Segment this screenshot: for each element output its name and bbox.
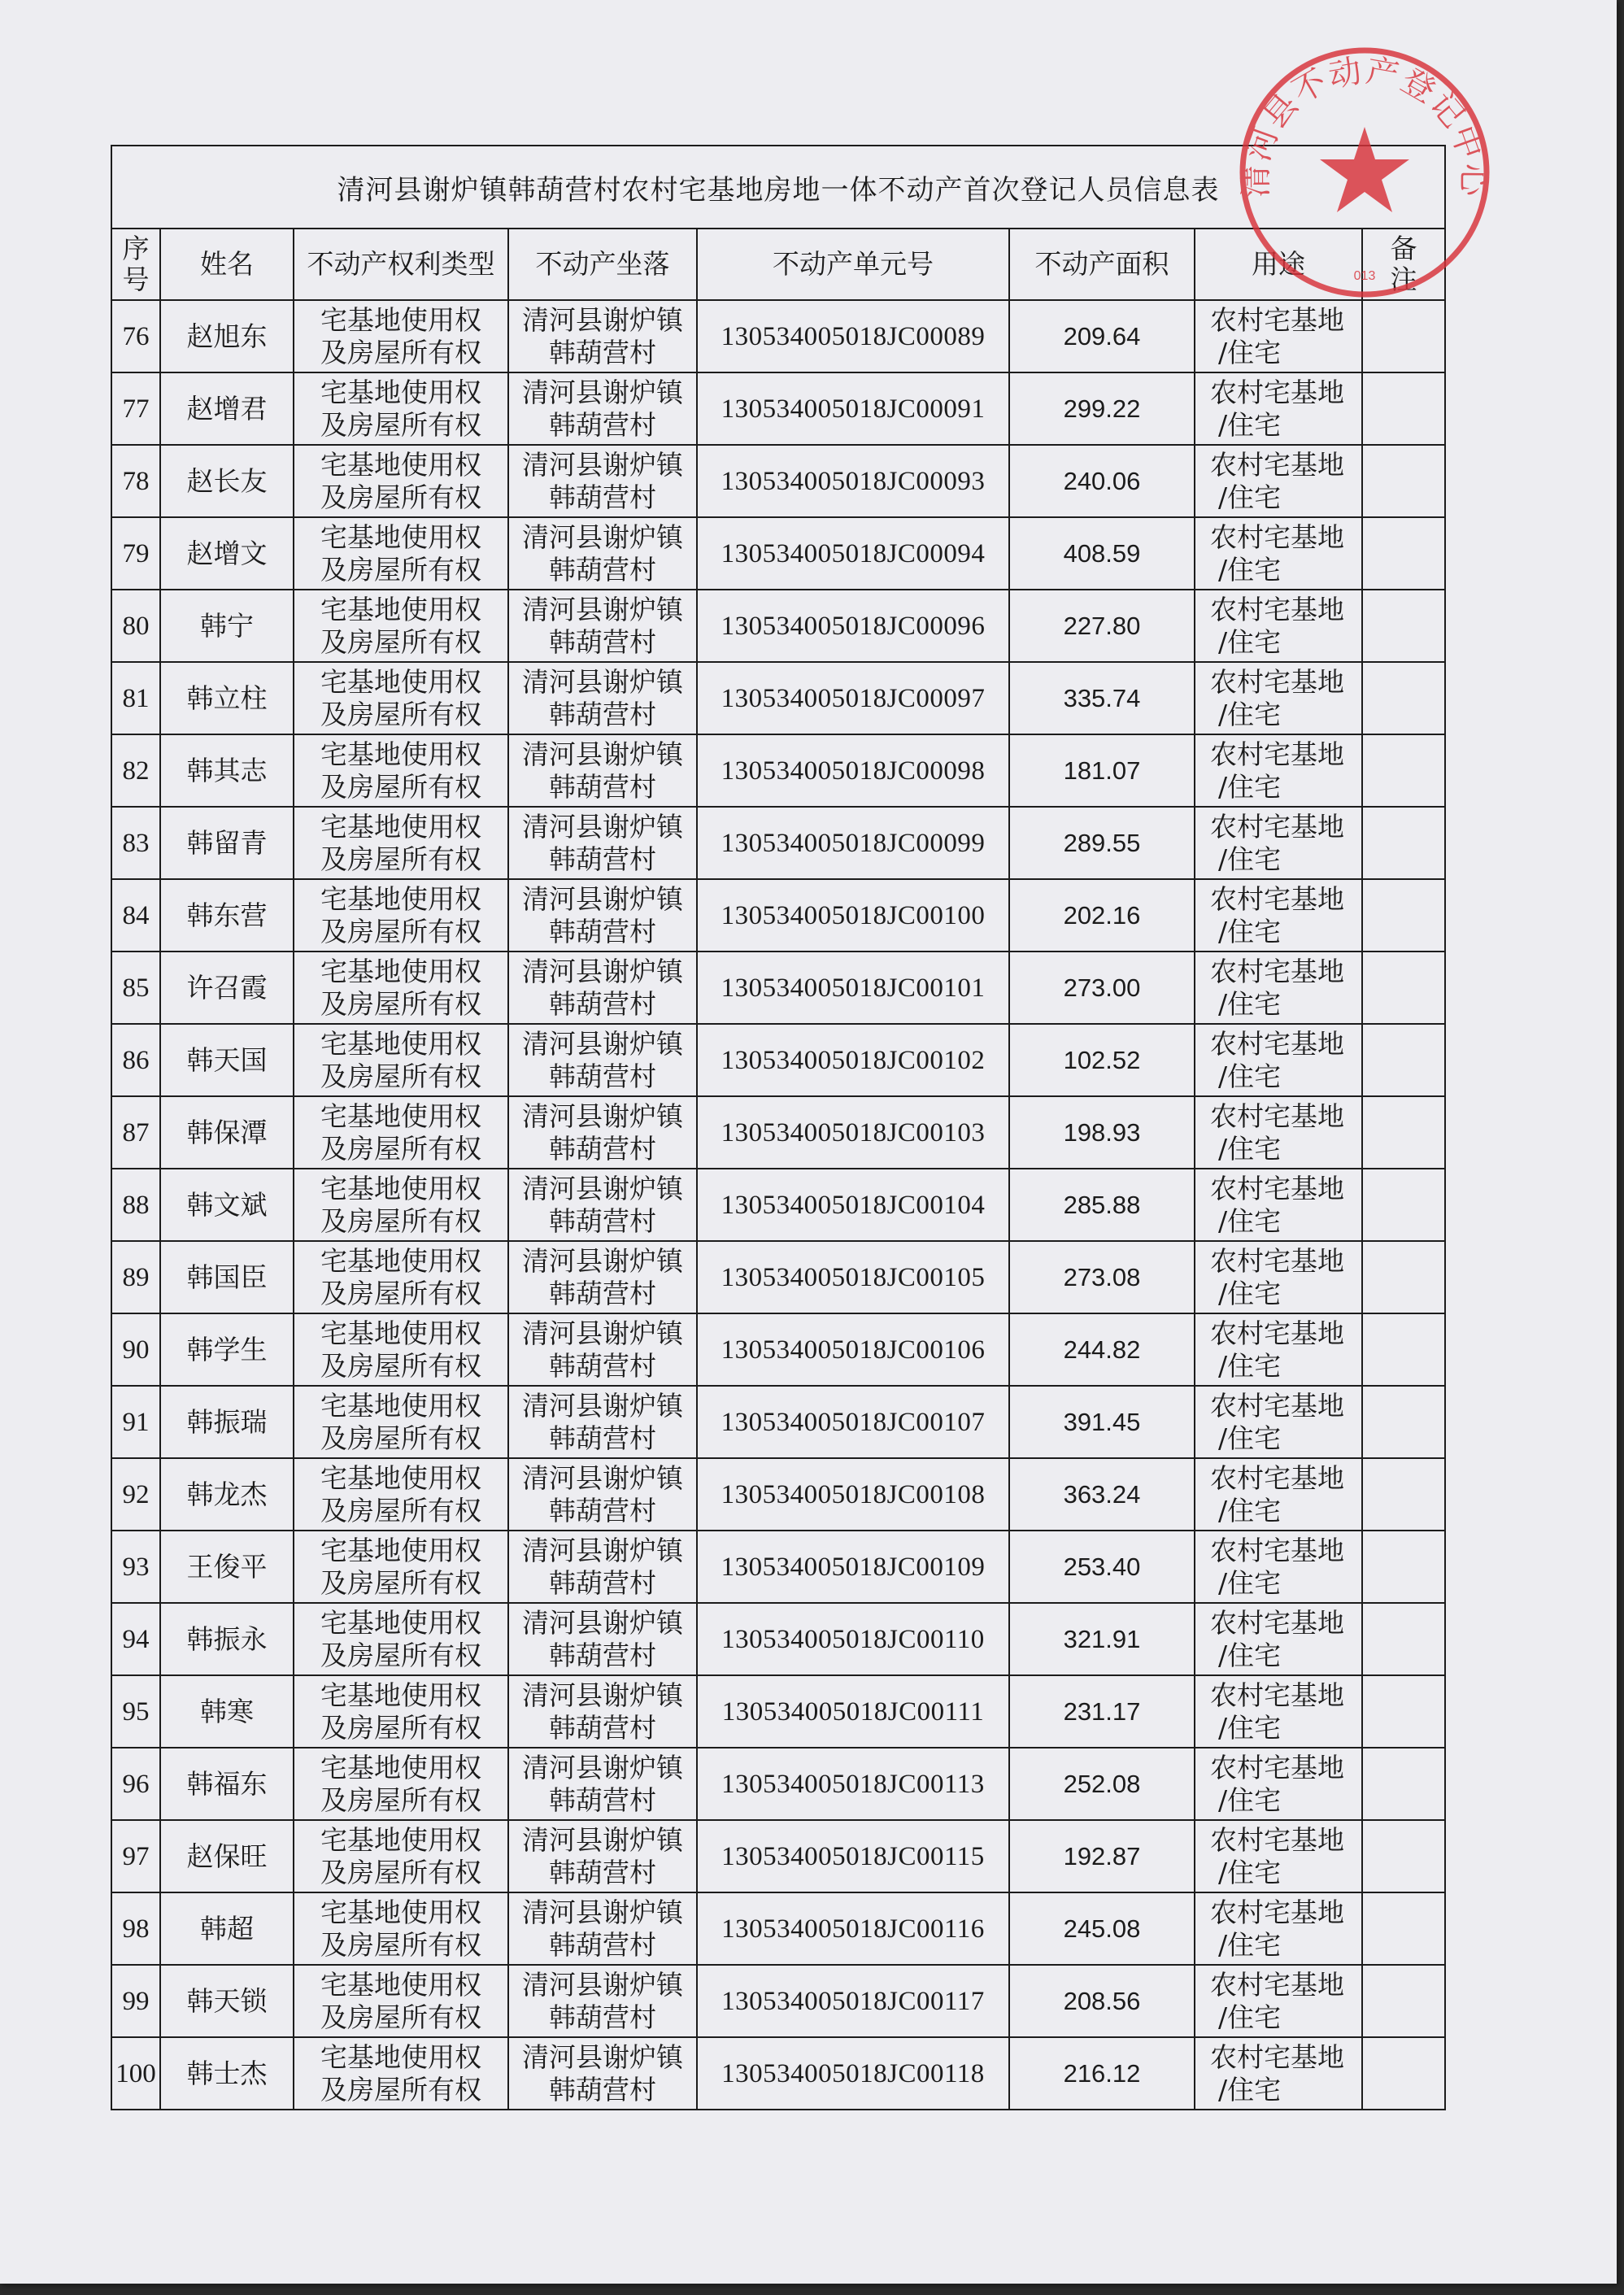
table-row — [111, 1241, 1445, 1313]
cell-right-type: 宅基地使用权 及房屋所有权 — [294, 879, 508, 952]
cell-name: 韩留青 — [160, 807, 294, 879]
cell-remark — [1362, 807, 1445, 879]
cell-right-type: 宅基地使用权 及房屋所有权 — [294, 662, 508, 734]
cell-use: 农村宅基地 /住宅 — [1195, 879, 1362, 952]
cell-location: 清河县谢炉镇 韩葫营村 — [508, 807, 697, 879]
cell-right-type: 宅基地使用权 及房屋所有权 — [294, 300, 508, 372]
table-row — [111, 1892, 1445, 1965]
svg-text:清河县不动产登记中心: 清河县不动产登记中心 — [1237, 51, 1492, 198]
cell-name: 赵保旺 — [160, 1820, 294, 1892]
cell-use: 农村宅基地 /住宅 — [1195, 590, 1362, 662]
cell-unit-no: 130534005018JC00113 — [697, 1748, 1009, 1820]
cell-name: 韩学生 — [160, 1313, 294, 1386]
cell-remark — [1362, 952, 1445, 1024]
cell-remark — [1362, 1603, 1445, 1675]
cell-right-type: 宅基地使用权 及房屋所有权 — [294, 1675, 508, 1748]
cell-name: 韩天国 — [160, 1024, 294, 1096]
cell-use: 农村宅基地 /住宅 — [1195, 2037, 1362, 2110]
cell-location: 清河县谢炉镇 韩葫营村 — [508, 1096, 697, 1169]
table-row — [111, 300, 1445, 372]
cell-location: 清河县谢炉镇 韩葫营村 — [508, 1169, 697, 1241]
cell-unit-no: 130534005018JC00099 — [697, 807, 1009, 879]
cell-area: 321.91 — [1009, 1603, 1195, 1675]
cell-remark — [1362, 1675, 1445, 1748]
table-title: 清河县谢炉镇韩葫营村农村宅基地房地一体不动产首次登记人员信息表 — [111, 146, 1445, 229]
cell-name: 韩福东 — [160, 1748, 294, 1820]
cell-no: 99 — [111, 1965, 160, 2037]
cell-area: 102.52 — [1009, 1024, 1195, 1096]
cell-area: 240.06 — [1009, 445, 1195, 517]
table-row — [111, 952, 1445, 1024]
cell-no: 76 — [111, 300, 160, 372]
table-row — [111, 1820, 1445, 1892]
cell-area: 227.80 — [1009, 590, 1195, 662]
cell-right-type: 宅基地使用权 及房屋所有权 — [294, 1531, 508, 1603]
cell-location: 清河县谢炉镇 韩葫营村 — [508, 1820, 697, 1892]
cell-use: 农村宅基地 /住宅 — [1195, 1892, 1362, 1965]
cell-remark — [1362, 1965, 1445, 2037]
table-row — [111, 517, 1445, 590]
header-remark: 备 注 — [1362, 229, 1445, 300]
cell-area: 363.24 — [1009, 1458, 1195, 1531]
cell-no: 86 — [111, 1024, 160, 1096]
cell-no: 88 — [111, 1169, 160, 1241]
cell-right-type: 宅基地使用权 及房屋所有权 — [294, 1241, 508, 1313]
header-location: 不动产坐落 — [508, 229, 697, 300]
cell-location: 清河县谢炉镇 韩葫营村 — [508, 1024, 697, 1096]
cell-remark — [1362, 2037, 1445, 2110]
cell-name: 韩文斌 — [160, 1169, 294, 1241]
cell-use: 农村宅基地 /住宅 — [1195, 1531, 1362, 1603]
cell-location: 清河县谢炉镇 韩葫营村 — [508, 1531, 697, 1603]
cell-area: 299.22 — [1009, 372, 1195, 445]
table-row — [111, 590, 1445, 662]
cell-unit-no: 130534005018JC00107 — [697, 1386, 1009, 1458]
cell-use: 农村宅基地 /住宅 — [1195, 952, 1362, 1024]
cell-area: 198.93 — [1009, 1096, 1195, 1169]
header-name: 姓名 — [160, 229, 294, 300]
header-area: 不动产面积 — [1009, 229, 1195, 300]
cell-name: 韩国臣 — [160, 1241, 294, 1313]
cell-use: 农村宅基地 /住宅 — [1195, 445, 1362, 517]
cell-name: 韩其志 — [160, 734, 294, 807]
cell-location: 清河县谢炉镇 韩葫营村 — [508, 372, 697, 445]
cell-use: 农村宅基地 /住宅 — [1195, 734, 1362, 807]
cell-right-type: 宅基地使用权 及房屋所有权 — [294, 1458, 508, 1531]
cell-name: 赵增君 — [160, 372, 294, 445]
cell-use: 农村宅基地 /住宅 — [1195, 1748, 1362, 1820]
cell-no: 100 — [111, 2037, 160, 2110]
cell-unit-no: 130534005018JC00102 — [697, 1024, 1009, 1096]
cell-right-type: 宅基地使用权 及房屋所有权 — [294, 952, 508, 1024]
table-row — [111, 1603, 1445, 1675]
table-row — [111, 1965, 1445, 2037]
cell-area: 391.45 — [1009, 1386, 1195, 1458]
table-row — [111, 372, 1445, 445]
cell-right-type: 宅基地使用权 及房屋所有权 — [294, 2037, 508, 2110]
cell-name: 韩龙杰 — [160, 1458, 294, 1531]
cell-no: 96 — [111, 1748, 160, 1820]
cell-no: 83 — [111, 807, 160, 879]
cell-use: 农村宅基地 /住宅 — [1195, 517, 1362, 590]
cell-location: 清河县谢炉镇 韩葫营村 — [508, 2037, 697, 2110]
cell-name: 赵长友 — [160, 445, 294, 517]
cell-unit-no: 130534005018JC00097 — [697, 662, 1009, 734]
cell-area: 244.82 — [1009, 1313, 1195, 1386]
cell-unit-no: 130534005018JC00106 — [697, 1313, 1009, 1386]
cell-unit-no: 130534005018JC00105 — [697, 1241, 1009, 1313]
cell-name: 赵增文 — [160, 517, 294, 590]
cell-right-type: 宅基地使用权 及房屋所有权 — [294, 445, 508, 517]
cell-name: 王俊平 — [160, 1531, 294, 1603]
table-row — [111, 1675, 1445, 1748]
cell-right-type: 宅基地使用权 及房屋所有权 — [294, 1313, 508, 1386]
cell-unit-no: 130534005018JC00096 — [697, 590, 1009, 662]
cell-no: 81 — [111, 662, 160, 734]
cell-use: 农村宅基地 /住宅 — [1195, 1820, 1362, 1892]
cell-area: 208.56 — [1009, 1965, 1195, 2037]
cell-remark — [1362, 300, 1445, 372]
cell-use: 农村宅基地 /住宅 — [1195, 1603, 1362, 1675]
cell-right-type: 宅基地使用权 及房屋所有权 — [294, 1169, 508, 1241]
cell-remark — [1362, 1892, 1445, 1965]
cell-unit-no: 130534005018JC00117 — [697, 1965, 1009, 2037]
cell-right-type: 宅基地使用权 及房屋所有权 — [294, 372, 508, 445]
cell-remark — [1362, 662, 1445, 734]
cell-area: 202.16 — [1009, 879, 1195, 952]
cell-right-type: 宅基地使用权 及房屋所有权 — [294, 1024, 508, 1096]
cell-name: 韩东营 — [160, 879, 294, 952]
cell-location: 清河县谢炉镇 韩葫营村 — [508, 734, 697, 807]
cell-location: 清河县谢炉镇 韩葫营村 — [508, 1313, 697, 1386]
cell-location: 清河县谢炉镇 韩葫营村 — [508, 1386, 697, 1458]
cell-right-type: 宅基地使用权 及房屋所有权 — [294, 590, 508, 662]
cell-right-type: 宅基地使用权 及房屋所有权 — [294, 1386, 508, 1458]
cell-location: 清河县谢炉镇 韩葫营村 — [508, 1603, 697, 1675]
header-use: 用途 — [1195, 229, 1362, 300]
cell-no: 78 — [111, 445, 160, 517]
cell-remark — [1362, 1458, 1445, 1531]
cell-no: 97 — [111, 1820, 160, 1892]
table-header-row — [111, 229, 1445, 300]
cell-name: 赵旭东 — [160, 300, 294, 372]
cell-area: 253.40 — [1009, 1531, 1195, 1603]
cell-unit-no: 130534005018JC00100 — [697, 879, 1009, 952]
cell-use: 农村宅基地 /住宅 — [1195, 1675, 1362, 1748]
header-unit-no: 不动产单元号 — [697, 229, 1009, 300]
cell-area: 408.59 — [1009, 517, 1195, 590]
cell-unit-no: 130534005018JC00103 — [697, 1096, 1009, 1169]
table-row — [111, 2037, 1445, 2110]
table-row — [111, 1531, 1445, 1603]
cell-unit-no: 130534005018JC00091 — [697, 372, 1009, 445]
cell-remark — [1362, 517, 1445, 590]
cell-area: 273.08 — [1009, 1241, 1195, 1313]
cell-use: 农村宅基地 /住宅 — [1195, 662, 1362, 734]
cell-unit-no: 130534005018JC00109 — [697, 1531, 1009, 1603]
cell-no: 80 — [111, 590, 160, 662]
cell-remark — [1362, 1748, 1445, 1820]
cell-location: 清河县谢炉镇 韩葫营村 — [508, 662, 697, 734]
cell-name: 韩振永 — [160, 1603, 294, 1675]
cell-no: 92 — [111, 1458, 160, 1531]
cell-location: 清河县谢炉镇 韩葫营村 — [508, 952, 697, 1024]
cell-location: 清河县谢炉镇 韩葫营村 — [508, 1965, 697, 2037]
table-row — [111, 807, 1445, 879]
cell-use: 农村宅基地 /住宅 — [1195, 1241, 1362, 1313]
cell-name: 韩振瑞 — [160, 1386, 294, 1458]
cell-area: 192.87 — [1009, 1820, 1195, 1892]
cell-no: 91 — [111, 1386, 160, 1458]
cell-area: 209.64 — [1009, 300, 1195, 372]
cell-use: 农村宅基地 /住宅 — [1195, 1386, 1362, 1458]
table-row — [111, 1748, 1445, 1820]
table-row — [111, 1386, 1445, 1458]
cell-area: 231.17 — [1009, 1675, 1195, 1748]
table-row — [111, 1458, 1445, 1531]
cell-location: 清河县谢炉镇 韩葫营村 — [508, 300, 697, 372]
cell-remark — [1362, 879, 1445, 952]
cell-remark — [1362, 590, 1445, 662]
cell-unit-no: 130534005018JC00098 — [697, 734, 1009, 807]
cell-area: 335.74 — [1009, 662, 1195, 734]
cell-use: 农村宅基地 /住宅 — [1195, 1458, 1362, 1531]
table-title-row — [111, 146, 1445, 229]
registration-table — [111, 145, 1446, 2110]
cell-name: 韩天锁 — [160, 1965, 294, 2037]
cell-name: 韩保潭 — [160, 1096, 294, 1169]
cell-use: 农村宅基地 /住宅 — [1195, 1965, 1362, 2037]
cell-right-type: 宅基地使用权 及房屋所有权 — [294, 1096, 508, 1169]
cell-name: 韩超 — [160, 1892, 294, 1965]
cell-unit-no: 130534005018JC00115 — [697, 1820, 1009, 1892]
cell-remark — [1362, 1820, 1445, 1892]
cell-no: 90 — [111, 1313, 160, 1386]
cell-location: 清河县谢炉镇 韩葫营村 — [508, 879, 697, 952]
cell-no: 84 — [111, 879, 160, 952]
cell-location: 清河县谢炉镇 韩葫营村 — [508, 517, 697, 590]
cell-location: 清河县谢炉镇 韩葫营村 — [508, 1241, 697, 1313]
cell-no: 79 — [111, 517, 160, 590]
table-row — [111, 1169, 1445, 1241]
cell-no: 95 — [111, 1675, 160, 1748]
cell-unit-no: 130534005018JC00101 — [697, 952, 1009, 1024]
cell-use: 农村宅基地 /住宅 — [1195, 1096, 1362, 1169]
cell-area: 245.08 — [1009, 1892, 1195, 1965]
cell-location: 清河县谢炉镇 韩葫营村 — [508, 1892, 697, 1965]
table-row — [111, 1096, 1445, 1169]
svg-text:013: 013 — [1353, 269, 1376, 283]
cell-remark — [1362, 1531, 1445, 1603]
cell-no: 77 — [111, 372, 160, 445]
cell-no: 82 — [111, 734, 160, 807]
cell-no: 85 — [111, 952, 160, 1024]
table-row — [111, 734, 1445, 807]
cell-unit-no: 130534005018JC00104 — [697, 1169, 1009, 1241]
cell-unit-no: 130534005018JC00111 — [697, 1675, 1009, 1748]
header-no: 序 号 — [111, 229, 160, 300]
cell-unit-no: 130534005018JC00118 — [697, 2037, 1009, 2110]
cell-use: 农村宅基地 /住宅 — [1195, 1169, 1362, 1241]
cell-name: 韩寒 — [160, 1675, 294, 1748]
cell-remark — [1362, 1241, 1445, 1313]
cell-name: 许召霞 — [160, 952, 294, 1024]
cell-remark — [1362, 1096, 1445, 1169]
cell-use: 农村宅基地 /住宅 — [1195, 807, 1362, 879]
cell-location: 清河县谢炉镇 韩葫营村 — [508, 1675, 697, 1748]
cell-location: 清河县谢炉镇 韩葫营村 — [508, 590, 697, 662]
cell-location: 清河县谢炉镇 韩葫营村 — [508, 1748, 697, 1820]
table-row — [111, 662, 1445, 734]
cell-location: 清河县谢炉镇 韩葫营村 — [508, 445, 697, 517]
cell-area: 273.00 — [1009, 952, 1195, 1024]
cell-right-type: 宅基地使用权 及房屋所有权 — [294, 807, 508, 879]
cell-remark — [1362, 1169, 1445, 1241]
cell-remark — [1362, 734, 1445, 807]
cell-area: 252.08 — [1009, 1748, 1195, 1820]
cell-location: 清河县谢炉镇 韩葫营村 — [508, 1458, 697, 1531]
cell-no: 89 — [111, 1241, 160, 1313]
cell-remark — [1362, 1386, 1445, 1458]
header-right-type: 不动产权利类型 — [294, 229, 508, 300]
cell-name: 韩立柱 — [160, 662, 294, 734]
table-body — [111, 300, 1445, 2110]
cell-name: 韩宁 — [160, 590, 294, 662]
cell-use: 农村宅基地 /住宅 — [1195, 300, 1362, 372]
cell-right-type: 宅基地使用权 及房屋所有权 — [294, 517, 508, 590]
cell-unit-no: 130534005018JC00089 — [697, 300, 1009, 372]
table-row — [111, 1024, 1445, 1096]
table-row — [111, 445, 1445, 517]
cell-unit-no: 130534005018JC00116 — [697, 1892, 1009, 1965]
cell-use: 农村宅基地 /住宅 — [1195, 372, 1362, 445]
cell-right-type: 宅基地使用权 及房屋所有权 — [294, 1820, 508, 1892]
cell-area: 289.55 — [1009, 807, 1195, 879]
table-row — [111, 1313, 1445, 1386]
cell-unit-no: 130534005018JC00094 — [697, 517, 1009, 590]
cell-unit-no: 130534005018JC00108 — [697, 1458, 1009, 1531]
cell-name: 韩士杰 — [160, 2037, 294, 2110]
cell-area: 285.88 — [1009, 1169, 1195, 1241]
cell-remark — [1362, 1024, 1445, 1096]
cell-right-type: 宅基地使用权 及房屋所有权 — [294, 1892, 508, 1965]
cell-area: 216.12 — [1009, 2037, 1195, 2110]
cell-no: 94 — [111, 1603, 160, 1675]
cell-use: 农村宅基地 /住宅 — [1195, 1313, 1362, 1386]
table-row — [111, 879, 1445, 952]
cell-unit-no: 130534005018JC00093 — [697, 445, 1009, 517]
cell-remark — [1362, 1313, 1445, 1386]
cell-right-type: 宅基地使用权 及房屋所有权 — [294, 1748, 508, 1820]
cell-unit-no: 130534005018JC00110 — [697, 1603, 1009, 1675]
cell-remark — [1362, 445, 1445, 517]
cell-no: 87 — [111, 1096, 160, 1169]
cell-remark — [1362, 372, 1445, 445]
cell-right-type: 宅基地使用权 及房屋所有权 — [294, 734, 508, 807]
cell-right-type: 宅基地使用权 及房屋所有权 — [294, 1603, 508, 1675]
cell-no: 98 — [111, 1892, 160, 1965]
cell-area: 181.07 — [1009, 734, 1195, 807]
cell-use: 农村宅基地 /住宅 — [1195, 1024, 1362, 1096]
cell-right-type: 宅基地使用权 及房屋所有权 — [294, 1965, 508, 2037]
cell-no: 93 — [111, 1531, 160, 1603]
